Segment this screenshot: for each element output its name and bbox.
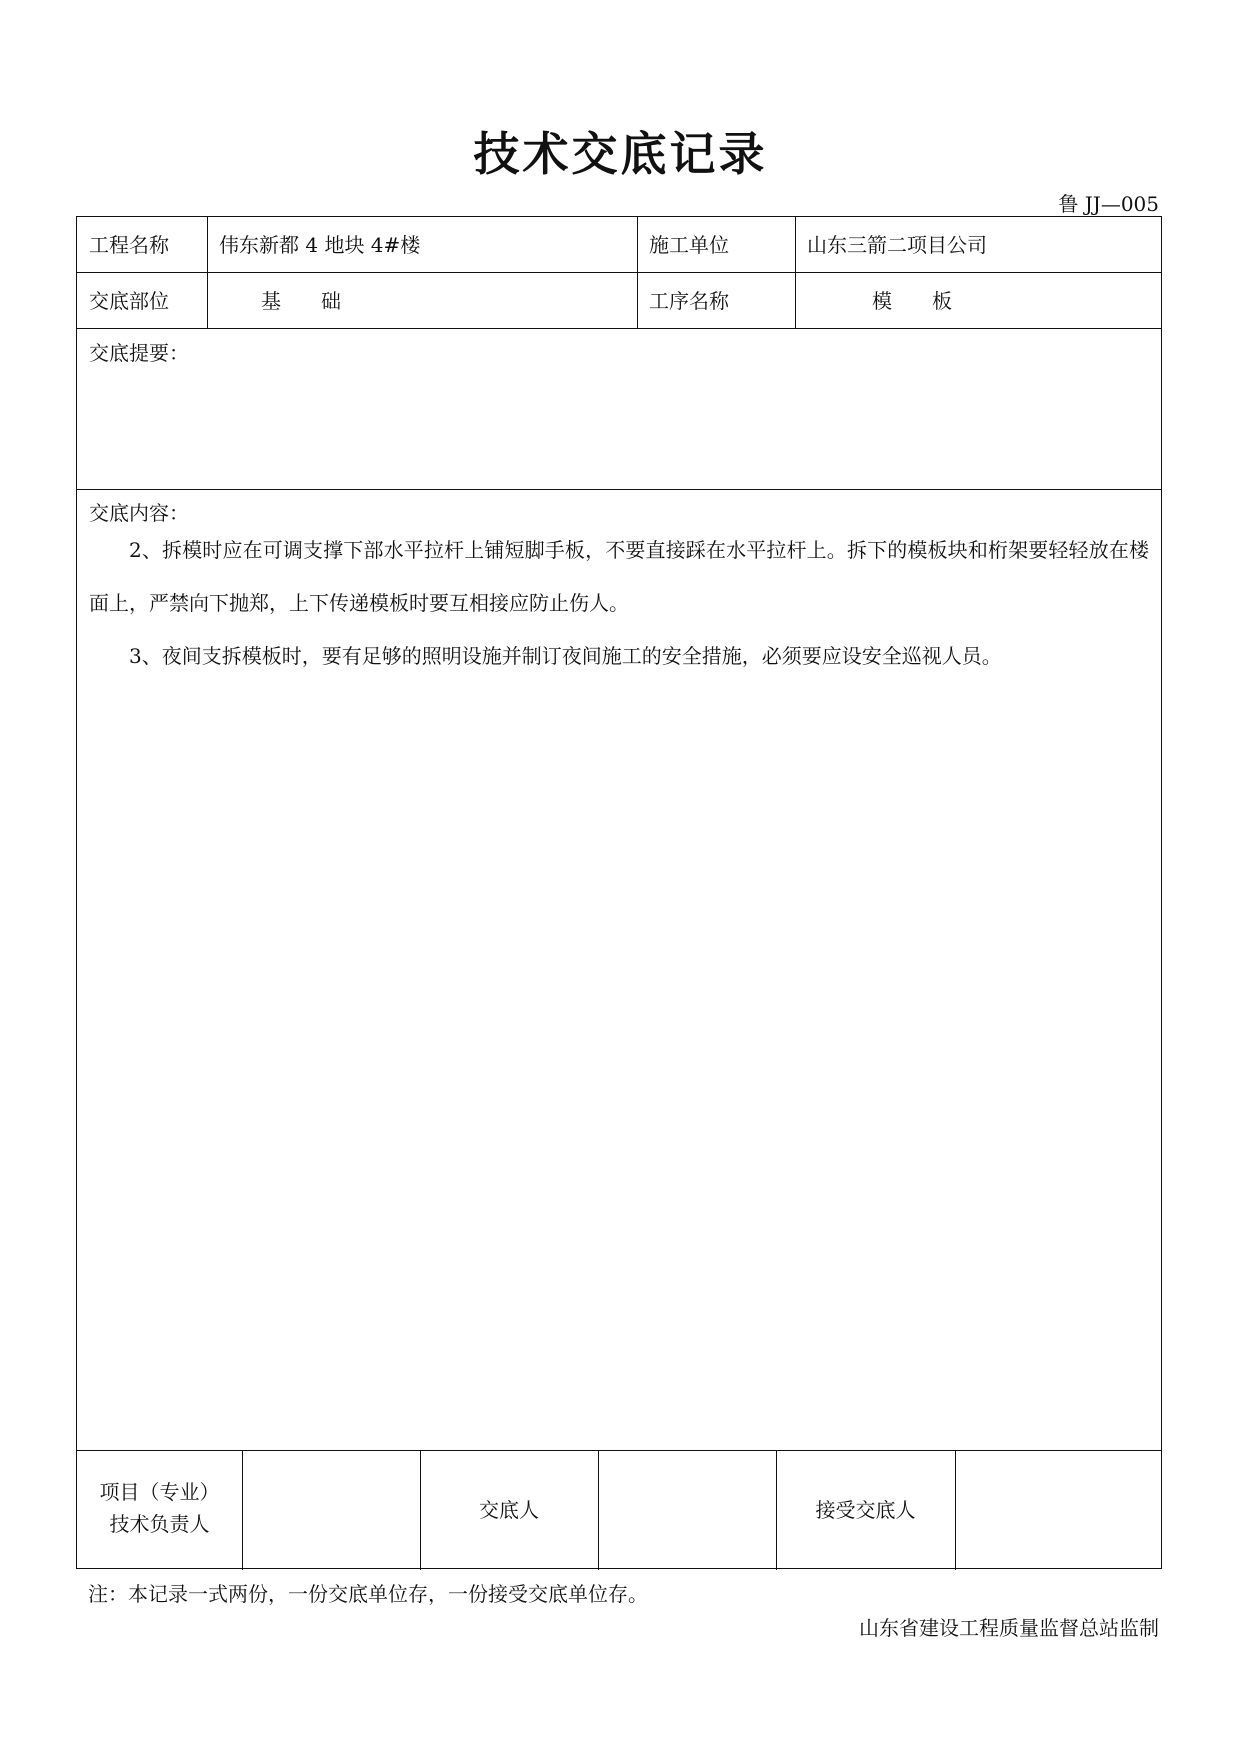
summary-label: 交底提要：: [89, 341, 189, 365]
construction-unit-label: 施工单位: [649, 233, 729, 257]
supervisor-credit: 山东省建设工程质量监督总站监制: [859, 1616, 1159, 1640]
content-label: 交底内容：: [89, 501, 189, 525]
row-divider: [77, 489, 1161, 490]
tech-lead-label-line1: 项目（专业）: [99, 1480, 220, 1504]
presenter-label: 交底人: [479, 1498, 539, 1522]
tech-lead-label-line2: 技术负责人: [109, 1512, 210, 1536]
row-divider: [77, 1450, 1161, 1451]
column-divider: [598, 1450, 599, 1570]
process-name-value: 模 板: [872, 289, 952, 313]
content-paragraph: 2、拆模时应在可调支撑下部水平拉杆上铺短脚手板，不要直接踩在水平拉杆上。拆下的模板块和桁架要轻轻放在楼面上，严禁向下抛郑，上下传递模板时要互相接应防止伤人。: [89, 538, 1149, 615]
disclosure-part-value: 基 础: [261, 289, 341, 313]
column-divider: [637, 217, 638, 328]
content-paragraph: 3、夜间支拆模板时，要有足够的照明设施并制订夜间施工的安全措施，必须要应设安全巡视人员。: [129, 644, 1002, 668]
footnote: 注：本记录一式两份，一份交底单位存，一份接受交底单位存。: [88, 1582, 648, 1606]
document-title: 技术交底记录: [473, 127, 768, 181]
disclosure-part-label: 交底部位: [89, 289, 169, 313]
form-code: 鲁 JJ—005: [1058, 192, 1159, 216]
project-name-label: 工程名称: [89, 233, 169, 257]
column-divider: [242, 1450, 243, 1570]
column-divider: [207, 217, 208, 328]
record-table: [76, 216, 1162, 1569]
receiver-label: 接受交底人: [815, 1498, 916, 1522]
tech-lead-label: [77, 1476, 242, 1540]
construction-unit-value: 山东三箭二项目公司: [807, 233, 987, 257]
column-divider: [795, 217, 796, 328]
project-name-value: 伟东新都 4 地块 4#楼: [219, 233, 421, 257]
process-name-label: 工序名称: [649, 289, 729, 313]
column-divider: [955, 1450, 956, 1570]
row-divider: [77, 272, 1161, 273]
row-divider: [77, 328, 1161, 329]
